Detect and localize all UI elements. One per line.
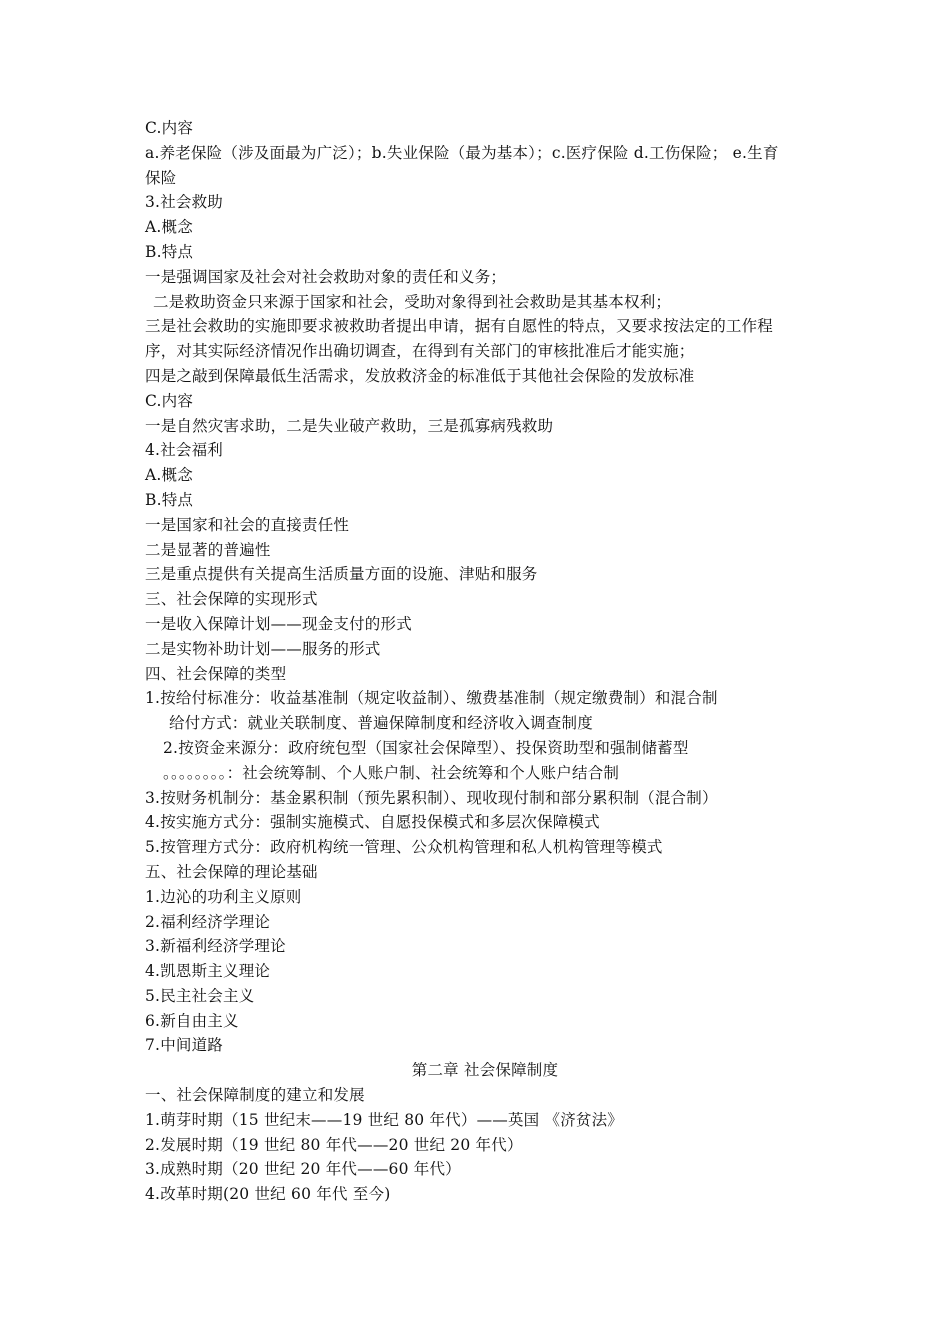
text-line: a.养老保险（涉及面最为广泛）；b.失业保险（最为基本）；c.医疗保险 d.工伤保险； e.生育	[145, 143, 779, 162]
text-line: 给付方式：就业关联制度、普遍保障制度和经济收入调查制度	[169, 714, 593, 733]
text-line: 3.新福利经济学理论	[145, 937, 286, 956]
text-line: 三是社会救助的实施即要求被救助者提出申请，据有自愿性的特点，又要求按法定的工作程	[145, 317, 774, 336]
text-line: 三是重点提供有关提高生活质量方面的设施、津贴和服务	[145, 565, 538, 584]
chapter-title: 第二章 社会保障制度	[411, 1061, 559, 1080]
text-line: B.特点	[145, 242, 194, 261]
section-heading: 一、社会保障制度的建立和发展	[145, 1086, 365, 1105]
section-heading: 五、社会保障的理论基础	[145, 862, 318, 881]
text-line: 。。。。。。。。：社会统筹制、个人账户制、社会统筹和个人账户结合制	[163, 763, 620, 782]
section-heading: 四、社会保障的类型	[145, 664, 287, 683]
text-line: 5.民主社会主义	[145, 986, 255, 1005]
text-line: 4.凯恩斯主义理论	[145, 962, 271, 981]
text-line: 二是显著的普遍性	[145, 540, 271, 559]
text-line: 5.按管理方式分：政府机构统一管理、公众机构管理和私人机构管理等模式	[145, 838, 663, 857]
section-heading: 3.社会救助	[145, 193, 223, 212]
text-line: 四是之敲到保障最低生活需求，发放救济金的标准低于其他社会保险的发放标准	[145, 366, 695, 385]
section-heading: 三、社会保障的实现形式	[145, 590, 318, 609]
text-line: 保险	[145, 168, 177, 187]
text-line: 1.按给付标准分：收益基准制（规定收益制）、缴费基准制（规定缴费制）和混合制	[145, 689, 718, 708]
text-line: 3.按财务机制分：基金累积制（预先累积制）、现收现付制和部分累积制（混合制）	[145, 788, 718, 807]
document-body	[145, 116, 825, 1207]
text-line: 二是救助资金只来源于国家和社会，受助对象得到社会救助是其基本权利；	[153, 292, 672, 311]
text-line: 2.按资金来源分：政府统包型（国家社会保障型）、投保资助型和强制储蓄型	[163, 738, 689, 757]
text-line: 4.按实施方式分：强制实施模式、自愿投保模式和多层次保障模式	[145, 813, 600, 832]
text-line: 一是收入保障计划——现金支付的形式	[145, 614, 412, 633]
text-line: 二是实物补助计划——服务的形式	[145, 639, 381, 658]
text-line: 1.萌芽时期（15 世纪末——19 世纪 80 年代）——英国 《济贫法》	[145, 1110, 623, 1129]
text-line: 6.新自由主义	[145, 1011, 239, 1030]
text-line: 一是国家和社会的直接责任性	[145, 515, 350, 534]
text-line: 一是自然灾害求助，二是失业破产救助，三是孤寡病残救助	[145, 416, 554, 435]
section-heading: 4.社会福利	[145, 441, 223, 460]
text-line: A.概念	[145, 218, 193, 237]
text-line: 2.福利经济学理论	[145, 912, 271, 931]
text-line: 4.改革时期(20 世纪 60 年代 至今)	[145, 1185, 391, 1204]
text-line: 2.发展时期（19 世纪 80 年代——20 世纪 20 年代）	[145, 1135, 523, 1154]
text-line: 1.边沁的功利主义原则	[145, 887, 302, 906]
text-line: C.内容	[145, 119, 194, 137]
text-line: 序，对其实际经济情况作出确切调查，在得到有关部门的审核批准后才能实施；	[145, 342, 695, 361]
text-line: 3.成熟时期（20 世纪 20 年代——60 年代）	[145, 1160, 461, 1179]
text-line: 一是强调国家及社会对社会救助对象的责任和义务；	[145, 267, 507, 286]
text-line: A.概念	[145, 466, 193, 485]
text-line: C.内容	[145, 391, 194, 410]
text-line: B.特点	[145, 490, 194, 509]
text-line: 7.中间道路	[145, 1036, 223, 1055]
